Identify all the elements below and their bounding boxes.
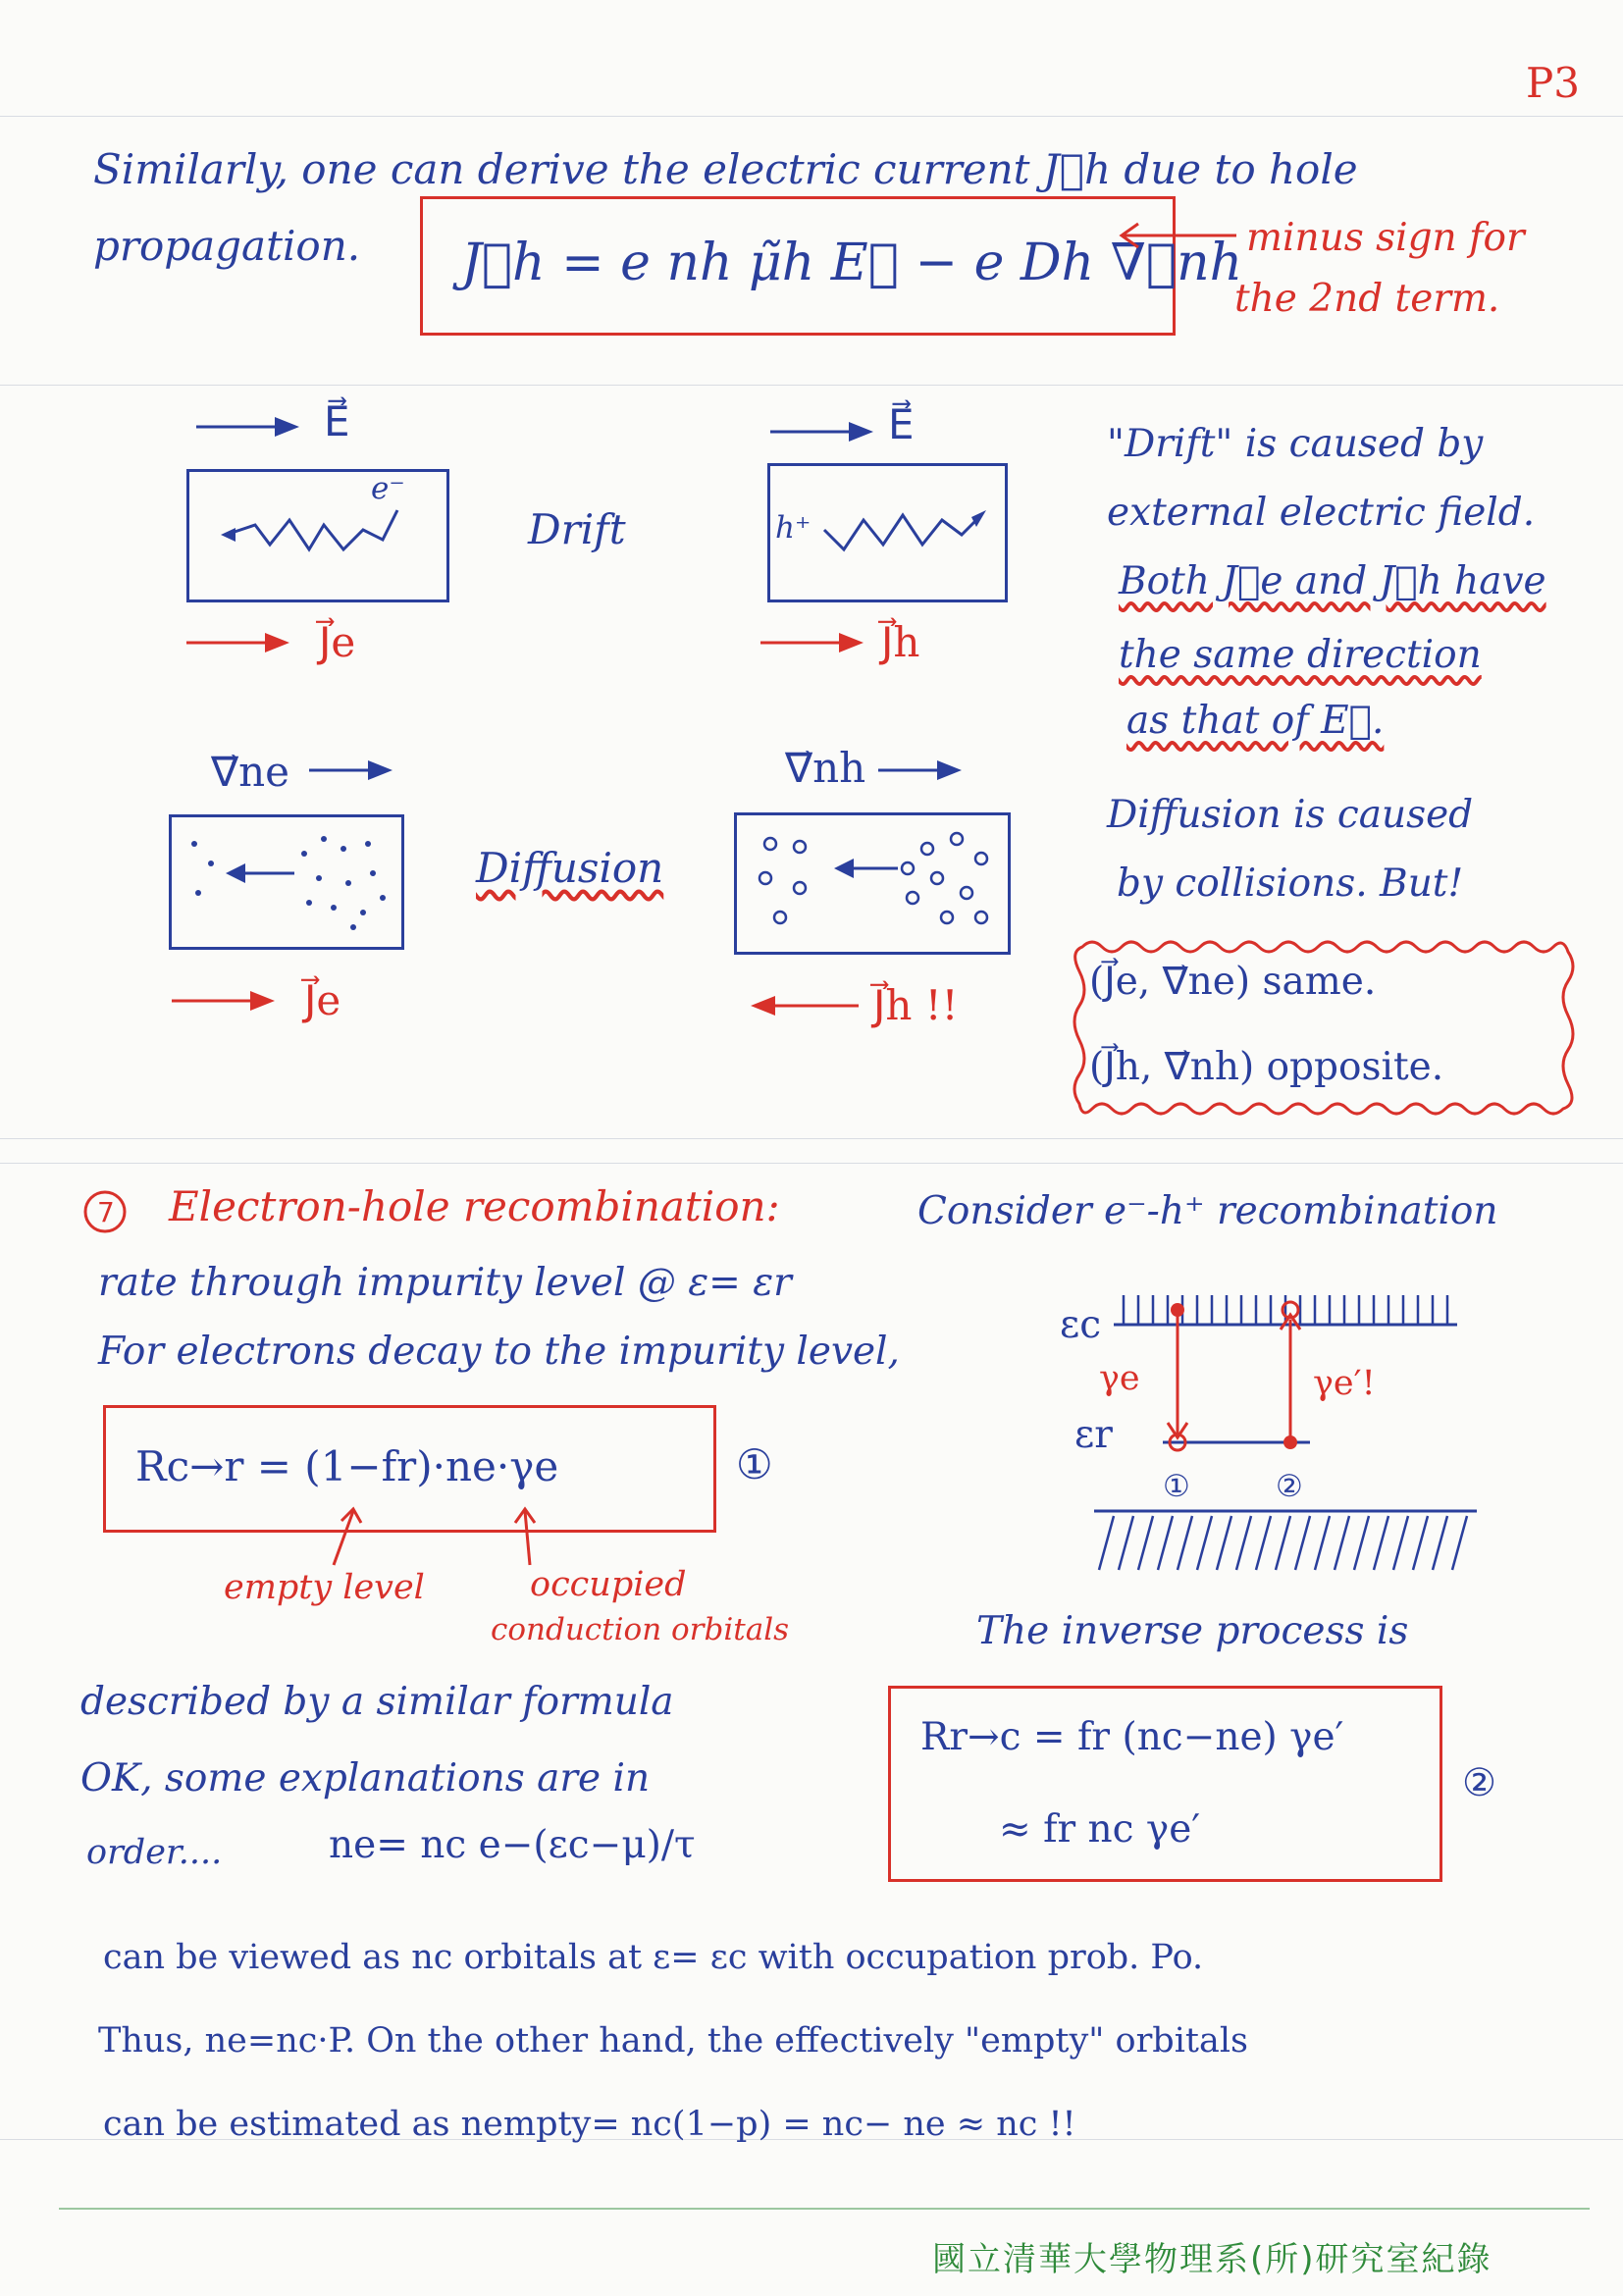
grad-ne-arrow-icon	[309, 756, 397, 785]
recombination-heading: Electron-hole recombination:	[169, 1182, 780, 1230]
jh-drift-label: J⃗h	[881, 618, 920, 666]
jh-diffusion-label: J⃗h !!	[873, 981, 959, 1029]
note-arrow-icon	[1114, 221, 1241, 250]
occupied-label: occupied	[530, 1565, 687, 1604]
described-line: described by a similar formula	[80, 1680, 674, 1724]
diffusion-opposite: (J⃗h, ∇⃗nh) opposite.	[1089, 1045, 1444, 1089]
diagram-n2: ②	[1276, 1469, 1303, 1504]
eq2-number: ②	[1462, 1761, 1496, 1805]
drift-desc4: the same direction	[1119, 633, 1482, 677]
diagram-ec: εc	[1060, 1303, 1102, 1347]
ne-formula: ne= nc e−(εc−μ)/τ	[329, 1823, 696, 1867]
diagram-gep: γe′!	[1313, 1364, 1376, 1403]
hole-label: h⁺	[775, 510, 812, 546]
je-diffusion-arrow-icon	[172, 986, 280, 1016]
band-diagram-icon	[1055, 1266, 1487, 1580]
drift-desc5: as that of E⃗.	[1126, 699, 1385, 743]
hole-current-formula: J⃗h = e nh μ̃h E⃗ − e Dh ∇⃗nh	[461, 234, 1243, 292]
estimated-line: can be estimated as nempty= nc(1−p) = nc− ne ≈ nc !!	[103, 2105, 1076, 2144]
section-7-icon	[80, 1187, 130, 1236]
drift-label: Drift	[528, 505, 626, 553]
note-minus-sign: minus sign for	[1246, 216, 1525, 260]
diagram-n1: ①	[1163, 1469, 1190, 1504]
hole-density-circles-icon	[741, 819, 1006, 947]
diagram-er: εr	[1074, 1413, 1113, 1457]
recombination-line2: rate through impurity level @ ε= εr	[98, 1261, 792, 1305]
page-label: P3	[1526, 59, 1580, 107]
intro-line1: Similarly, one can derive the electric current J⃗h due to hole	[93, 145, 1358, 193]
viewed-line: can be viewed as nc orbitals at ε= εc with occupation prob. Po.	[103, 1938, 1204, 1977]
diffusion-label: Diffusion	[476, 844, 664, 892]
inverse-process: The inverse process is	[976, 1609, 1409, 1653]
footer-line	[59, 2208, 1590, 2210]
formula2a: Rr→c = fr (nc−ne) γe′	[920, 1715, 1344, 1759]
drift-desc2: external electric field.	[1107, 491, 1536, 535]
ok-line: OK, some explanations are in	[80, 1756, 651, 1800]
order-line: order....	[86, 1833, 223, 1872]
annotation-arrows-icon	[314, 1501, 550, 1570]
je-diffusion-label: J⃗e	[304, 976, 341, 1024]
drift-desc3: Both J⃗e and J⃗h have	[1119, 559, 1546, 603]
recombination-line3: For electrons decay to the impurity level,	[98, 1330, 900, 1374]
diffusion-desc2: by collisions. But!	[1117, 861, 1464, 906]
je-drift-label: J⃗e	[319, 618, 356, 666]
recombination-heading-rest: Consider e⁻-h⁺ recombination	[917, 1189, 1498, 1233]
footer-label: 國立清華大學物理系(所)研究室紀錄	[932, 2240, 1492, 2279]
e-field-label-left: E⃗	[324, 397, 350, 445]
jh-drift-arrow-icon	[760, 628, 868, 657]
conduction-orbitals-label: conduction orbitals	[491, 1612, 790, 1647]
eq1-number: ①	[736, 1440, 773, 1488]
drift-desc1: "Drift" is caused by	[1107, 422, 1484, 466]
thus-line: Thus, ne=nc·P. On the other hand, the effectively "empty" orbitals	[98, 2021, 1248, 2061]
hole-path-icon	[814, 496, 991, 574]
diffusion-same: (J⃗e, ∇⃗ne) same.	[1089, 960, 1377, 1004]
note-second-term: the 2nd term.	[1234, 277, 1500, 321]
diagram-ge: γe	[1099, 1359, 1140, 1398]
jh-diffusion-arrow-icon	[751, 991, 859, 1020]
electron-path-icon	[216, 496, 412, 574]
svg-text:7: 7	[97, 1196, 115, 1228]
grad-ne-label: ∇⃗ne	[211, 748, 290, 796]
intro-line2: propagation.	[93, 222, 361, 270]
e-field-arrow-right-icon	[770, 417, 878, 446]
formula1: Rc→r = (1−fr)·ne·γe	[135, 1442, 559, 1490]
formula2b: ≈ fr nc γe′	[999, 1807, 1201, 1852]
electron-label: e⁻	[371, 471, 405, 506]
grad-nh-label: ∇⃗nh	[785, 744, 866, 792]
electron-density-dots-icon	[177, 824, 397, 942]
empty-level-label: empty level	[224, 1568, 425, 1607]
diffusion-desc1: Diffusion is caused	[1107, 793, 1474, 837]
grad-nh-arrow-icon	[878, 756, 967, 785]
je-drift-arrow-icon	[186, 628, 294, 657]
e-field-label-right: E⃗	[888, 400, 915, 448]
e-field-arrow-icon	[196, 412, 304, 442]
